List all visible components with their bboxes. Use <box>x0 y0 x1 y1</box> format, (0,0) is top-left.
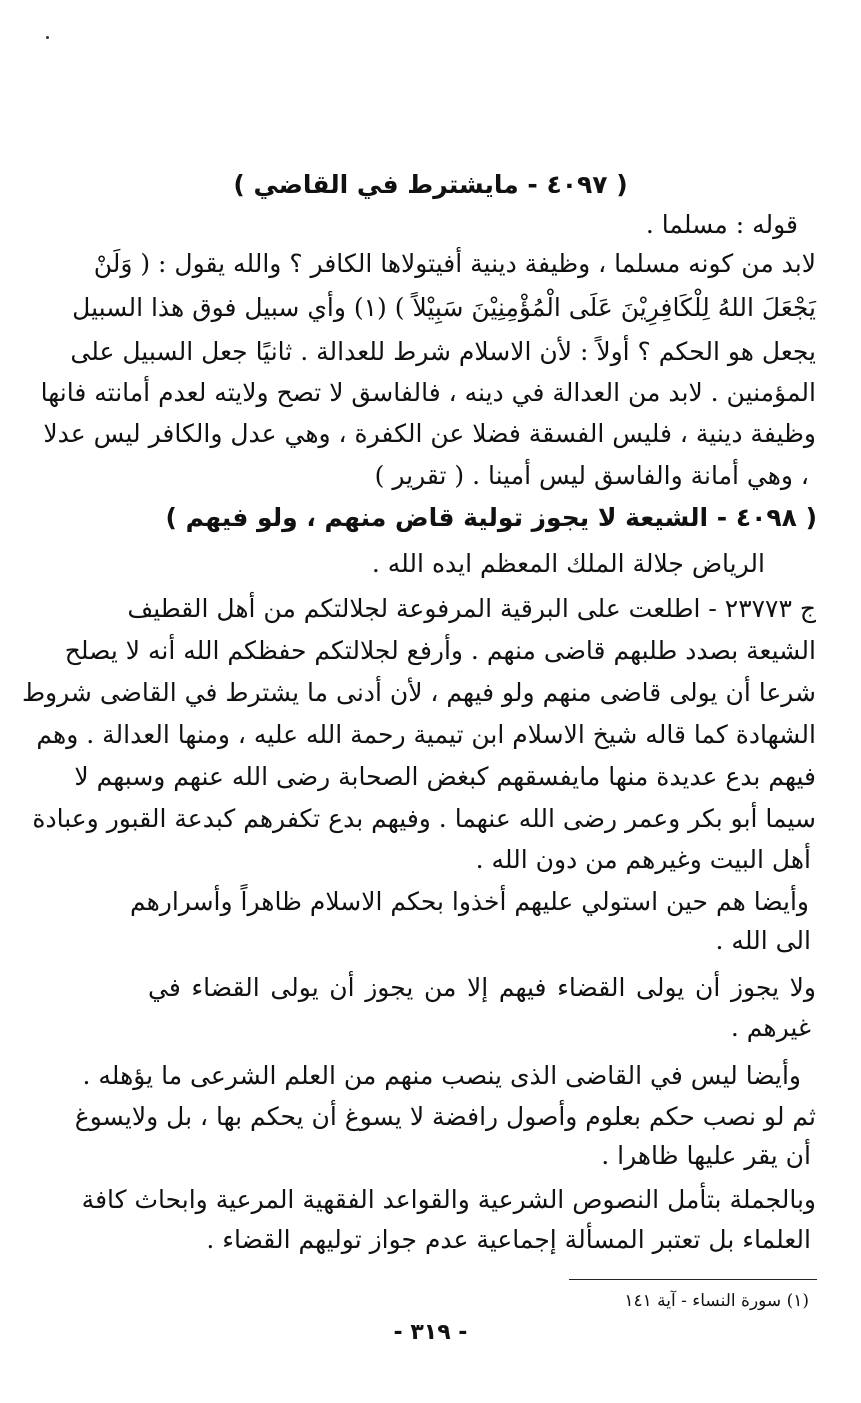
body-line: ولا يجوز أن يولى القضاء فيهم إلا من يجوز أن يولى القضاء في <box>148 973 816 1002</box>
body-line: الشهادة كما قاله شيخ الاسلام ابن تيمية رحمة الله عليه ، ومنها العدالة . وهم <box>36 720 816 749</box>
footnote-rule <box>569 1279 817 1280</box>
page-number: - ٣١٩ - <box>393 1320 468 1345</box>
body-line-last: العلماء بل تعتبر المسألة إجماعية عدم جواز توليهم القضاء . <box>206 1225 811 1254</box>
body-line: يَجْعَلَ اللهُ لِلْكَافِرِيْنَ عَلَى الْمُؤْمِنِيْنَ سَبِيْلاً ) (١) وأي سبيل فوق هذا السبيل <box>72 293 816 322</box>
body-line: يجعل هو الحكم ؟ أولاً : لأن الاسلام شرط للعدالة . ثانيًا جعل السبيل على <box>70 337 816 366</box>
body-line: فيهم بدع عديدة منها مايفسقهم كبغض الصحابة رضى الله عنهم وسبهم لا <box>74 762 816 791</box>
footnote: (١) سورة النساء - آية ١٤١ <box>624 1291 809 1311</box>
body-line: الشيعة بصدد طلبهم قاضى منهم . وأرفع لجلالتكم حفظكم الله أنه لا يصلح <box>64 636 816 665</box>
addressee-line: الرياض جلالة الملك المعظم ايده الله . <box>371 549 765 578</box>
section-heading-4098: ( ٤٠٩٨ - الشيعة لا يجوز تولية قاض منهم ، ولو فيهم ) <box>165 503 817 532</box>
body-line: وأيضا ليس في القاضى الذى ينصب منهم من العلم الشرعى ما يؤهله . <box>82 1061 801 1090</box>
scan-speck <box>46 36 49 39</box>
body-line-last: أن يقر عليها ظاهرا . <box>601 1141 811 1170</box>
body-line: وأيضا هم حين استولي عليهم أخذوا بحكم الاسلام ظاهراً وأسرارهم <box>129 887 809 916</box>
body-line: ج ٢٣٧٧٣ - اطلعت على البرقية المرفوعة لجلالتكم من أهل القطيف <box>127 594 816 623</box>
body-line: شرعا أن يولى قاضى منهم ولو فيهم ، لأن أدنى ما يشترط في القاضى شروط <box>21 678 816 707</box>
body-line-last: الى الله . <box>715 926 811 955</box>
section-heading-4097: ( ٤٠٩٧ - مايشترط في القاضي ) <box>233 170 628 199</box>
body-line-last: ، وهي أمانة والفاسق ليس أمينا . ( تقرير ) <box>374 461 809 490</box>
body-line-last: غيرهم . <box>730 1013 811 1042</box>
body-line: وبالجملة بتأمل النصوص الشرعية والقواعد الفقهية المرعية وابحاث كافة <box>81 1185 816 1214</box>
body-line: لابد من كونه مسلما ، وظيفة دينية أفيتولاها الكافر ؟ والله يقول : ( وَلَنْ <box>93 249 816 278</box>
body-line: ثم لو نصب حكم بعلوم وأصول رافضة لا يسوغ أن يحكم بها ، بل ولايسوغ <box>74 1102 816 1131</box>
quote-line: قوله : مسلما . <box>645 210 798 239</box>
body-line: سيما أبو بكر وعمر رضى الله عنهما . وفيهم بدع تكفرهم كبدعة القبور وعبادة <box>32 804 816 833</box>
body-line-last: أهل البيت وغيرهم من دون الله . <box>475 845 811 874</box>
body-line: وظيفة دينية ، فليس الفسقة فضلا عن الكفرة ، وهي عدل والكافر ليس عدلا <box>43 419 816 448</box>
body-line: المؤمنين . لابد من العدالة في دينه ، فالفاسق لا تصح ولايته لعدم أمانته فانها <box>40 378 816 407</box>
